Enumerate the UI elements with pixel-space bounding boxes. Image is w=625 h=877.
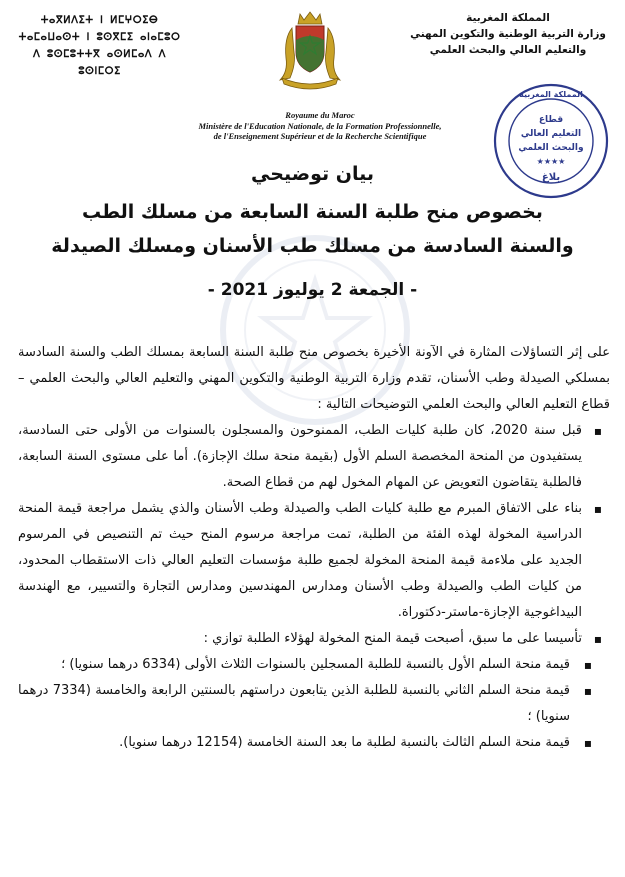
header-ar-line: والتعليم العالي والبحث العلمي: [429, 44, 587, 56]
intro-paragraph: على إثر التساؤلات المثارة في الآونة الأخيرة بخصوص منح طلبة السنة السابعة بمسلك الطب والسنة السادسة بمسلكي الصيدلة وطب الأسنان، تقدم وزارة التربية الوطنية والتكوين المهني والتعليم العالي والبحث العلمي – قطاع التعليم العالي والبحث العلمي التوضيحات التالية :: [18, 345, 610, 412]
fr-line: de l'Enseignement Supérieur et de la Recherche Scientifique: [213, 131, 427, 141]
document-date: - الجمعة 2 يوليوز 2021 -: [207, 280, 418, 300]
stamp-line: قطاع: [538, 115, 564, 125]
header-arabic: [403, 10, 613, 58]
document-title: بيان توضيحي: [251, 163, 374, 185]
subject-line-1: بخصوص منح طلبة السنة السابعة من مسلك الطب: [82, 201, 543, 223]
stamp-top-text: المملكة المغربية: [519, 90, 583, 99]
header-tifinagh: [12, 12, 187, 80]
header-tf-line: ⵜⴰⴳⵍⴷⵉⵜ ⵏ ⵍⵎⵖⵔⵉⴱ: [40, 15, 159, 26]
header-ar-line: المملكة المغربية: [466, 12, 550, 24]
bullet-item: ▪ تأسيسا على ما سبق، أصبحت قيمة المنح المخولة لهؤلاء الطلبة توازي :: [18, 626, 610, 652]
sub-bullet-item: ▪ قيمة منحة السلم الثالث بالنسبة لطلبة ما بعد السنة الخامسة (12154 درهما سنويا).: [18, 730, 610, 756]
bullet-item: ▪ بناء على الاتفاق المبرم مع طلبة كليات الطب والصيدلة وطب الأسنان والذي يشمل مراجعة قيمة المنحة الدراسية المخولة لهذه الفئة من الطلبة، تمت مراجعة مرسوم المنح حيث تم التنصيص في المرسوم الجديد على ملاءمة قيمة المنحة المخولة لجميع طلبة مؤسسات التعليم العالي ذات الاستقطاب المحدود، من كليات الطب والصيدلة وطب الأسنان ومدارس المهندسين ومدارس التجارة والتسيير، مع الهندسة البيداغوجية الإجازة-ماستر-دكتوراة.: [18, 496, 610, 626]
coat-of-arms-icon: [270, 8, 350, 90]
header-french: [130, 110, 510, 142]
stamp-bottom-text: بلاغ: [541, 172, 561, 183]
stamp-stars: ★★★★: [536, 157, 566, 166]
sub-bullet-item: ▪ قيمة منحة السلم الأول بالنسبة للطلبة المسجلين بالسنوات الثلاث الأولى (6334 درهما سنويا) ؛: [18, 652, 610, 678]
header-tf-line: ⵜⴰⵎⴰⵡⴰⵙⵜ ⵏ ⵓⵙⴳⵎⵉ ⴰⵏⴰⵎⵓⵔ: [18, 32, 181, 43]
fr-line: Royaume du Maroc: [285, 110, 355, 120]
sub-bullet-item: ▪ قيمة منحة السلم الثاني بالنسبة للطلبة الذين يتابعون دراستهم بالسنتين الرابعة والخامسة (7334 درهما سنويا) ؛: [18, 678, 610, 730]
header-ar-line: وزارة التربية الوطنية والتكوين المهني: [410, 28, 606, 40]
fr-line: Ministère de l'Education Nationale, de la Formation Professionnelle,: [198, 120, 442, 131]
bullet-item: ▪ قبل سنة 2020، كان طلبة كليات الطب، الممنوحون والمسجلون بالسنوات من الأولى حتى السادسة، يستفيدون من المنحة المخصصة السلم الأول (بقيمة منحة سلك الإجازة). أما على مستوى السنة السابعة، فالطلبة يتقاضون التعويض عن المهام المخول لهم من قطاع الصحة.: [18, 418, 610, 496]
subject-line-2: والسنة السادسة من مسلك طب الأسنان ومسلك الصيدلة: [51, 235, 574, 257]
document-body: [18, 340, 610, 756]
header-tf-line: ⴷ ⵓⵙⵎⵓⵜⵜⴳ ⴰⵙⵍⵎⴰⴷ ⴷ ⵓⵙⵏⵎⵔⵉ: [33, 49, 166, 77]
stamp-line: والبحث العلمي: [518, 143, 584, 153]
bullet-list: [18, 418, 610, 652]
sub-bullet-list: [18, 652, 610, 756]
stamp-line: التعليم العالي: [520, 129, 582, 139]
